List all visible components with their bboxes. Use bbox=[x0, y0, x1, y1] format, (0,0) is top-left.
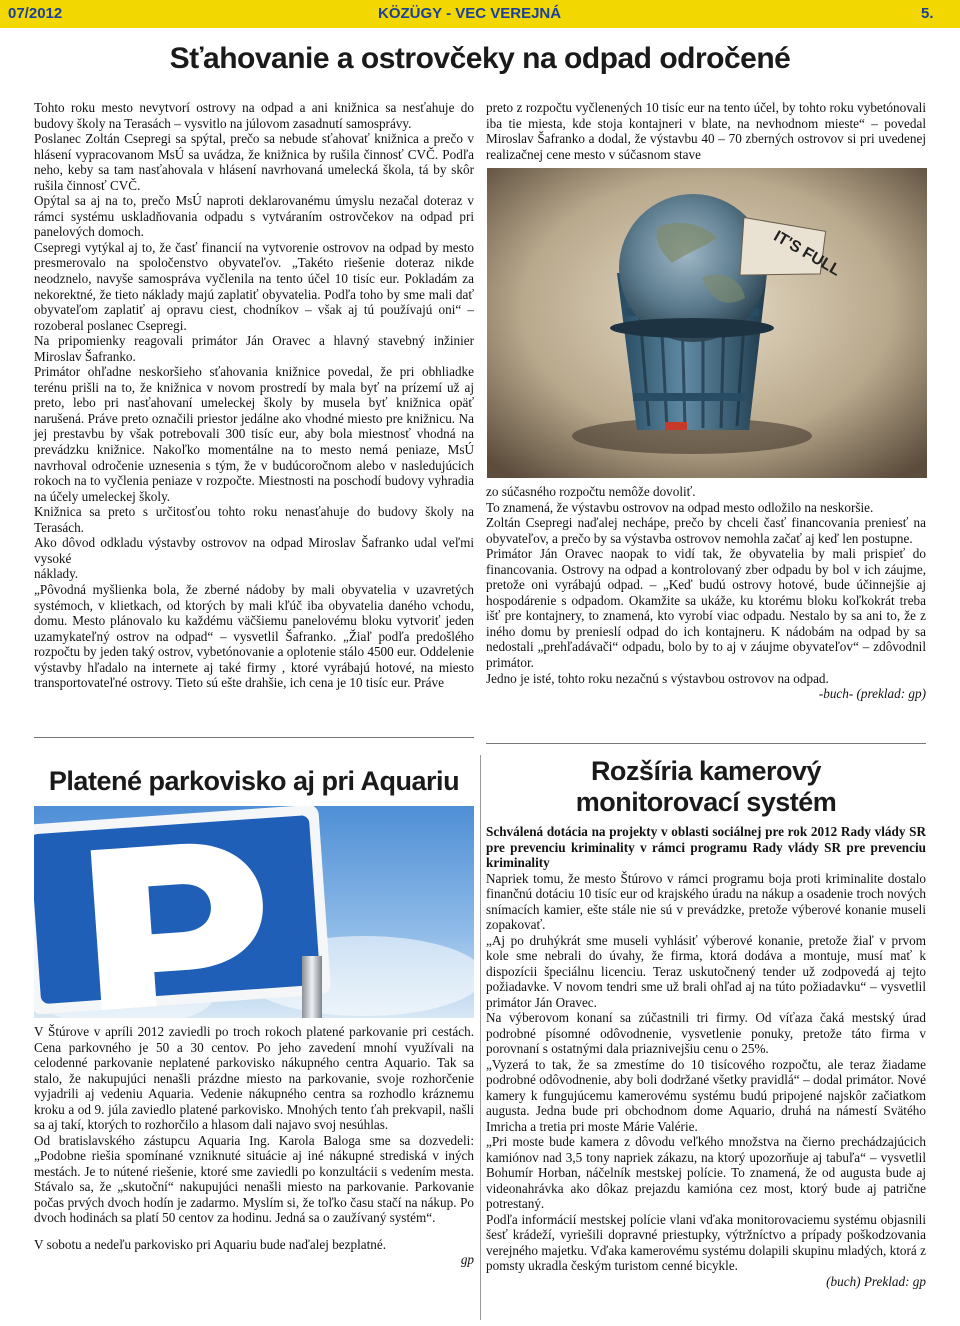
article1-column-left bbox=[34, 100, 474, 691]
paragraph: V Štúrove v apríli 2012 zaviedli po troch rokoch platené parkovanie pri cestách. Cena parkovného je 50 a 30 centov. Po jeho zavedení mnohí využívali na celodenné parkovanie neplatené parkovisko nákupného centra Aquario. Tak sa stalo, že nakupujúci nenašli prázdne miesto na parkovanie, svoje rozhorčenie vyjadrili aj vedeniu Aquaria. Vedenie nákupného centra sa rozhodlo kráznemu kroku a od 9. júla zaviedlo platené parkovisko. Mnohých tento ťah prekvapil, našli sa aj takí, ktorých to rozhorčilo a hlasom dali najavo svoj nesúhlas. bbox=[34, 1024, 474, 1132]
paragraph: Ako dôvod odkladu výstavby ostrovov na odpad Miroslav Šafranko udal veľmi vysoké bbox=[34, 535, 474, 566]
paragraph: Csepregi vytýkal aj to, že časť financií na vytvorenie ostrovov na odpad by mesto presmerovalo na spoločenstvo obyvateľov. „Takéto riešenie doteraz nikde neodznelo, navyše samospráva vyčlenila na tento účel 10 tisíc eur. Pokladám za nekorektné, že tieto náklady majú zaplatiť obyvatelia. Podľa toho by sme mali dať obyvateľom zaplatiť aj opravu ciest, chodníkov – však aj tú používajú oni“ – rozoberal poslanec Csepregi. bbox=[34, 239, 474, 333]
paragraph: Primátor ohľadne neskoršieho sťahovania knižnice povedal, že pri obhliadke terénu prišli na to, že knižnica v novom prostredí by mala byť na prízemí už aj preto, lebo pri nasťahovaní umeleckej školy by musela byť knižnica opäť narušená. Práve preto označili priestor jedálne ako vhodné miesto pre knižnicu. Na jej prestavbu by však potrebovali 300 tisíc eur, aby bola miestnosť vhodná na prevádzku knižnice. Nakoľko momentálne na to mesto nemá peniaze, MsÚ navrhoval odročenie uznesenia s tým, že v budúcoročnom alebo v nasledujúcich rokoch na to vyčlenia peniaze v rozpočte. Miestnosti na poschodí budovy vyhradia na účely umeleckej školy. bbox=[34, 364, 474, 504]
article2-title: Platené parkovisko aj pri Aquariu bbox=[48, 766, 460, 796]
article3-title-line: Rozšíria kamerový bbox=[590, 756, 822, 786]
paragraph: Zoltán Csepregi naďalej nechápe, prečo by chceli časť financovania preniesť na obyvateľov, a prečo by sa výstavba ostrovov nemohla začať aj keď len postupne. bbox=[486, 515, 926, 546]
paragraph: To znamená, že výstavbu ostrovov na odpad mesto odložilo na neskoršie. bbox=[486, 499, 874, 515]
divider bbox=[34, 737, 474, 738]
issue-number: 07/2012 bbox=[8, 5, 63, 22]
paragraph: Napriek tomu, že mesto Štúrovo v rámci programu boja proti kriminalite dostalo finančnú dotáciu 10 tisíc eur od krajského úradu na nákup a osadenie troch nových snímacích kamier, ešte stále nie sú v prevádzke, pretože výberové konanie museli zopakovať. bbox=[486, 870, 926, 932]
article3-lead: Schválená dotácia na projekty v oblasti sociálnej pre rok 2012 Rady vlády SR pre prevenciu kriminality v rámci programu Rady vlády SR pre prevenciu kriminality bbox=[486, 824, 926, 870]
article3-title bbox=[486, 756, 926, 818]
trash-can-illustration bbox=[487, 168, 927, 478]
article3-body bbox=[486, 824, 926, 1289]
article1-column-right-top bbox=[486, 100, 926, 162]
trash-can-photo bbox=[487, 168, 927, 478]
section-title: KÖZÜGY - VEC VEREJNÁ bbox=[378, 5, 562, 22]
article1-column-right-bottom bbox=[486, 484, 926, 702]
paragraph: V sobotu a nedeľu parkovisko pri Aquariu bude naďalej bezplatné. bbox=[34, 1236, 387, 1252]
paragraph: Od bratislavského zástupcu Aquaria Ing. Karola Baloga sme sa dozvedeli: „Podobne riešia spomínané vzniknuté situácie aj iné nákupné strediská v iných mestách. Je to nútené riešenie, ktoré sme zaviedli po konzultácii s vedením mesta. Stávalo sa, že „skutoční“ nakupujúci nenašli miesto na parkovanie. Parkovanie počas prvých dvoch hodín je zadarmo. Myslím si, že toľko času stačí na nákup. Po dvoch hodinách sa platí 50 centov za hodinu. Jedná sa o zaužívaný systém“. bbox=[34, 1132, 474, 1225]
paragraph: Na výberovom konaní sa zúčastnili tri firmy. Od víťaza čaká mestský úrad podrobné písomné odôvodnenie, vysvetlenie ponuky, pretože táto firma v porovnaní s ostatnými dala priaznivejšiu cenu o 25%. bbox=[486, 1010, 926, 1056]
paragraph: Na pripomienky reagovali primátor Ján Oravec a hlavný stavebný inžinier Miroslav Šafranko. bbox=[34, 333, 474, 364]
paragraph: zo súčasného rozpočtu nemôže dovoliť. bbox=[486, 484, 696, 499]
divider bbox=[486, 743, 926, 744]
paragraph: „Pôvodná myšlienka bola, že zberné nádoby by mali obyvatelia v uzavretých systémoch, v klietkach, od ktorých by mali kľúč iba obyvatelia daného vchodu, domu. Mesto plánovalo ku každému väčšiemu panelovému bloku vytvoriť jeden uzamykateľný ostrov na odpad“ – vysvetlil Šafranko. „Žiaľ podľa predošlého rozpočtu by jeden taký ostrov, vybetónovanie a oplotenie stálo 4500 eur. Oddelenie výstavby hľadalo na internete aj také firmy , ktoré vyrábajú hotové, na miesto transportovateľné ostrovy. Tieto sú ešte drahšie, ich cena je 10 tisíc eur. Práve bbox=[34, 581, 474, 691]
article2-body bbox=[34, 1024, 474, 1268]
page-number: 5. bbox=[921, 5, 934, 22]
page-header bbox=[0, 0, 960, 28]
paragraph: Opýtal sa aj na to, prečo MsÚ naproti deklarovanému úmyslu nezačal doteraz v rámci systému uskladňovania odpadu s vytváraním ostrovčekov na odpad pri panelových domoch. bbox=[34, 193, 474, 240]
paragraph: preto z rozpočtu vyčlenených 10 tisíc eur na tento účel, by tohto roku vybetónovali iba tie miesta, kde stoja kontajneri v blate, na nevhodnom mieste“ – povedal Miroslav Šafranko a dodal, že výstavbu 40 – 70 zberných ostrovov si pri uvedenej realizačnej cene mesto v súčasnom stave bbox=[486, 100, 926, 162]
its-full-label: IT'S FULL bbox=[770, 227, 844, 280]
article1-title: Sťahovanie a ostrovčeky na odpad odročené bbox=[169, 42, 791, 75]
paragraph: Poslanec Zoltán Csepregi sa spýtal, prečo sa nebude sťahovať knižnica a prečo v hlásení vypracovanom MsÚ sa uvádza, že knižnica by rušila činnosť CVČ. Podľa neho, keby sa tam nasťahovala v hlásení navrhovaná umelecká škola, tá by skôr rušila činnosť CVČ. bbox=[34, 131, 474, 193]
paragraph: „Aj po druhýkrát sme museli vyhlásiť výberové konanie, pretože žiaľ v prvom kole sme nebrali do úvahy, že firma, ktorá dodáva a montuje, musí mať k dispozícii špeciálnu licenciu. Teraz uskutočnený tender už zodpovedá aj tejto požiadavke. V novom tendri sme už brali ohľad aj na túto požiadavku“ – vysvetlil primátor Ján Oravec. bbox=[486, 932, 926, 1010]
parking-sign-illustration bbox=[34, 806, 474, 1018]
article2-signature: gp bbox=[460, 1252, 474, 1267]
column-divider bbox=[480, 755, 481, 1320]
paragraph: Jedno je isté, tohto roku nezačnú s výstavbou ostrovov na odpad. bbox=[486, 670, 829, 686]
paragraph: Podľa informácií mestskej polície vlani vďaka monitorovaciemu systému objasnili šesť krádeží, vyriešili dopravné priestupky, výtržníctvo a prípady poškodzovania verejného majetku. Vďaka kamerovému systému dolapili skupinu mladých, ktorá z pomsty ukradla českým turistom cenné bicykle. bbox=[486, 1211, 926, 1273]
article3-signature: (buch) Preklad: gp bbox=[826, 1273, 926, 1289]
paragraph: „Vyzerá to tak, že sa zmestíme do 10 tisícového rozpočtu, ale teraz žiadame podrobné odôvodnenie, aby boli dodržané všetky pravidlá“ – dodal primátor. Nové kamery k fungujúcemu kamerovému systému budú pripojené najskôr začiatkom augusta. Jedna bude pri obchodnom dome Aquario, druhá na námestí Svätého Imricha a tretia pri moste Márie Valérie. bbox=[486, 1056, 926, 1134]
article3-title-line: monitorovací systém bbox=[575, 787, 837, 817]
paragraph: Knižnica sa preto s určitosťou tohto roku nenasťahuje do budovy školy na Terasách. bbox=[34, 504, 474, 535]
paragraph: Tohto roku mesto nevytvorí ostrovy na odpad a ani knižnica sa nesťahuje do budovy školy na Terasách – vysvitlo na júlovom zasadnutí samosprávy. bbox=[34, 100, 474, 131]
paragraph: Primátor Ján Oravec naopak to vidí tak, že obyvatelia by mali prispieť do financovania. Ostrovy na odpad a kontrolovaný zber odpadu by bol v ich záujme, pretože oni vyrábajú odpad. – „Keď budú ostrovy hotové, bude účinnejšie aj hospodárenie s odpadom. Okamžite sa ukáže, ku ktorému bloku koľkokrát treba išť pre kontajnery, to znamená, kto vyrobí viac odpadu. Nestalo by sa ani to, že z iného domu by prenieslí odpad do ich kontajneru. K nádobám na odpad by sa nedostali „prehľadávači“ odpadu, bolo by to aj v záujme obyvateľov“ – zdôvodnil primátor. bbox=[486, 546, 926, 671]
paragraph: náklady. bbox=[34, 566, 79, 582]
parking-sign-photo bbox=[34, 806, 474, 1018]
paragraph: „Pri moste bude kamera z dôvodu veľkého množstva na čierno prechádzajúcich kamiónov nad 3,5 tony napriek zákazu, na ktorý upozorňuje aj tabuľa“ – vysvetlil Bohumír Horban, náčelník mestskej polície. To znamená, že od augusta bude aj videonahrávka ako dôkaz prejazdu kamióna cez most, ktorý bude aj patrične potrestaný. bbox=[486, 1134, 926, 1211]
article1-signature: -buch- (preklad: gp) bbox=[818, 686, 926, 702]
